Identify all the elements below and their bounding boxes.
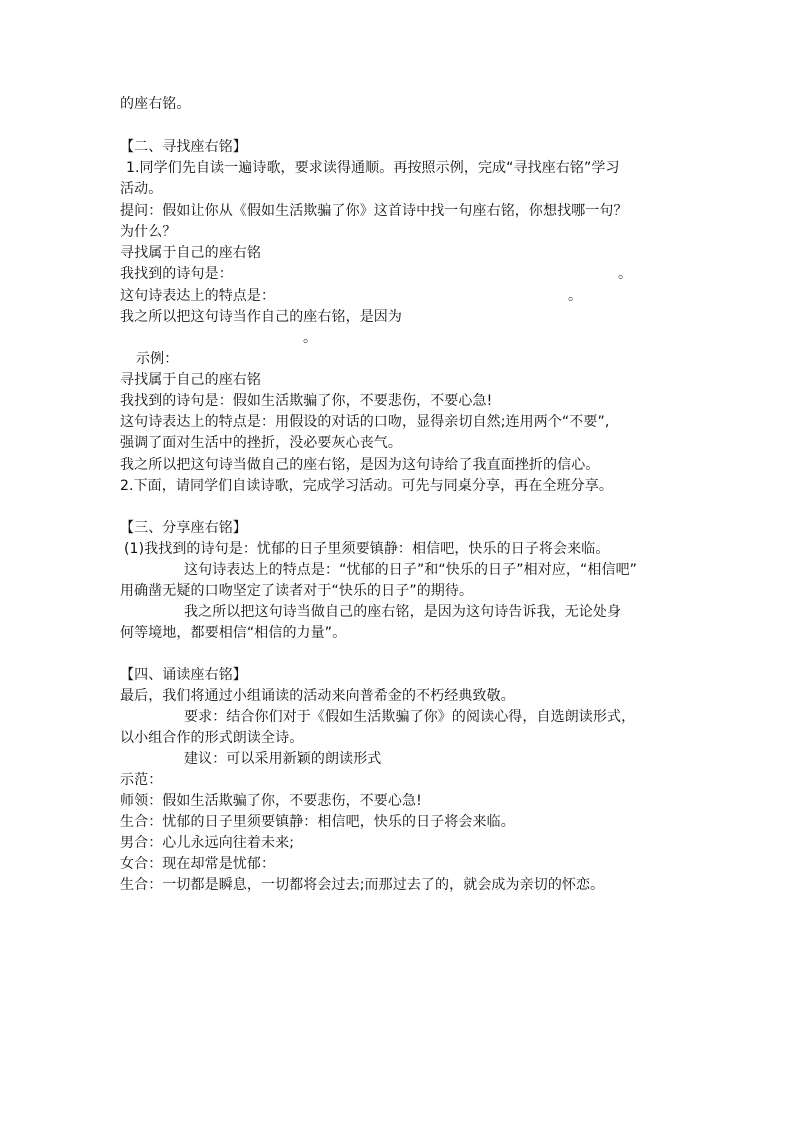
text-line: 建议：可以采用新颖的朗读形式 (184, 751, 382, 767)
text-line-end: 。 (303, 330, 318, 346)
text-line: 2.下面，请同学们自读诗歌，完成学习活动。可先与同桌分享，再在全班分享。 (120, 478, 613, 494)
text-line: 1.同学们先自读一遍诗歌，要求读得通顺。再按照示例，完成“寻找座右铭”学习 (126, 160, 620, 176)
text-line: 何等境地，都要相信“相信的力量”。 (120, 625, 347, 641)
text-line: 这句诗表达上的特点是：“忧郁的日子”和“快乐的日子”相对应，“相信吧” (184, 562, 638, 578)
text-line-end: 。 (618, 266, 633, 282)
text-line: 寻找属于自己的座右铭 (120, 245, 261, 261)
text-line: 我之所以把这句诗当做自己的座右铭，是因为这句诗给了我直面挫折的信心。 (120, 457, 600, 473)
text-line-end: 。 (568, 288, 583, 304)
text-line: 最后，我们将通过小组诵读的活动来向普希金的不朽经典致敬。 (120, 688, 515, 704)
text-line: 生合：一切都是瞬息，一切都将会过去;而那过去了的，就会成为亲切的怀恋。 (120, 877, 605, 893)
text-line: 我之所以把这句诗当做自己的座右铭，是因为这句诗告诉我，无论处身 (184, 604, 622, 620)
section-heading-4: 【四、诵读座右铭】 (120, 667, 247, 683)
section-heading-3: 【三、分享座右铭】 (120, 520, 247, 536)
text-line: 提问：假如让你从《假如生活欺骗了你》这首诗中找一句座右铭，你想找哪一句？ (120, 203, 628, 219)
text-line: 活动。 (120, 181, 163, 197)
text-line: 要求：结合你们对于《假如生活欺骗了你》的阅读心得，自选朗读形式， (184, 709, 636, 725)
text-line: 我找到的诗句是：假如生活欺骗了你，不要悲伤，不要心急! (120, 393, 493, 409)
text-line: 这句诗表达上的特点是：用假设的对话的口吻，显得亲切自然;连用两个“不要”, (120, 414, 610, 430)
text-line: 这句诗表达上的特点是： (120, 288, 276, 304)
text-line: 为什么？ (120, 224, 177, 240)
text-line: (1)我找到的诗句是：忧郁的日子里须要镇静：相信吧，快乐的日子将会来临。 (124, 541, 610, 557)
text-line: 示范： (120, 772, 163, 788)
text-line: 以小组合作的形式朗读全诗。 (120, 730, 304, 746)
section-heading-2: 【二、寻找座右铭】 (120, 139, 247, 155)
text-line: 的座右铭。 (120, 96, 191, 112)
text-line: 我之所以把这句诗当作自己的座右铭，是因为 (120, 309, 402, 325)
text-line: 女合：现在却常是忧郁： (120, 856, 276, 872)
text-line: 用确凿无疑的口吻坚定了读者对于“快乐的日子”的期待。 (120, 583, 474, 599)
text-line: 师领：假如生活欺骗了你，不要悲伤，不要心急! (120, 793, 422, 809)
text-line: 示例： (136, 351, 179, 367)
text-line: 强调了面对生活中的挫折，没必要灰心丧气。 (120, 435, 402, 451)
text-line: 寻找属于自己的座右铭 (120, 372, 261, 388)
text-line: 男合：心儿永远向往着未来; (120, 835, 295, 851)
text-line: 生合：忧郁的日子里须要镇静：相信吧，快乐的日子将会来临。 (120, 814, 515, 830)
text-line: 我找到的诗句是： (120, 266, 233, 282)
